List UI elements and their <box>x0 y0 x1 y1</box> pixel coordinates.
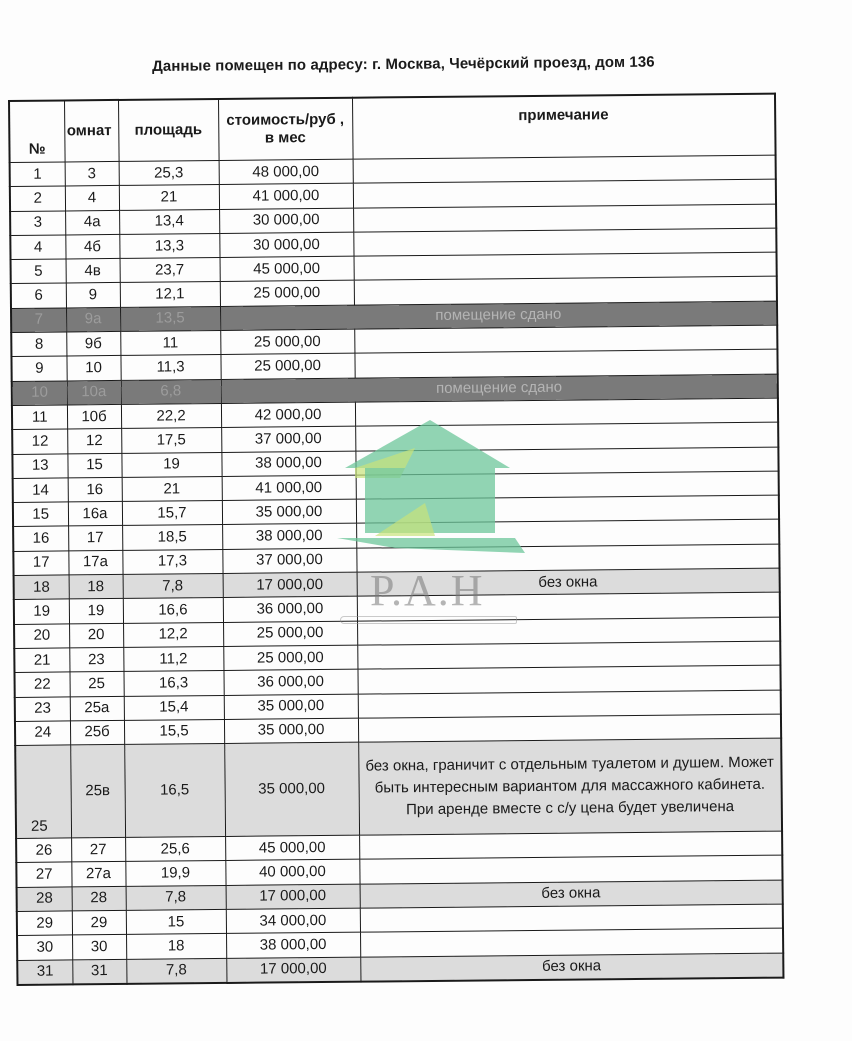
room-area: 11 <box>120 331 220 356</box>
room-area: 23,7 <box>120 258 220 283</box>
row-number: 30 <box>17 935 72 960</box>
room-price: 40 000,00 <box>225 860 359 886</box>
room-number: 25 <box>69 672 123 697</box>
room-number: 9б <box>66 332 120 357</box>
room-price: 25 000,00 <box>220 354 354 380</box>
row-number: 20 <box>14 624 69 649</box>
row-number: 9 <box>11 356 66 381</box>
rooms-table-container <box>8 93 782 986</box>
room-area: 11,2 <box>123 646 223 671</box>
row-number: 12 <box>12 429 67 454</box>
header-note: примечание <box>352 94 776 160</box>
room-area: 25,6 <box>125 837 225 862</box>
header-num: № <box>9 100 65 162</box>
room-number: 4в <box>66 259 120 284</box>
room-number: 10б <box>67 404 121 429</box>
room-price: 41 000,00 <box>222 475 356 501</box>
room-price: 35 000,00 <box>224 742 359 836</box>
row-number: 10 <box>12 381 67 406</box>
room-area: 18 <box>126 934 226 959</box>
room-price: 36 000,00 <box>223 597 357 623</box>
room-number: 17а <box>68 550 122 575</box>
row-number: 19 <box>14 599 69 624</box>
room-number: 10 <box>66 356 120 381</box>
room-price: 45 000,00 <box>225 835 359 861</box>
room-price: 36 000,00 <box>223 669 357 695</box>
room-price: 38 000,00 <box>222 524 356 550</box>
room-area: 11,3 <box>120 355 220 380</box>
row-number: 24 <box>15 721 70 746</box>
row-number: 4 <box>10 235 65 260</box>
header-area: площадь <box>118 99 219 161</box>
header-room: омнат <box>64 100 119 162</box>
table-row <box>15 738 782 838</box>
room-number: 17 <box>68 526 122 551</box>
room-area: 22,2 <box>121 403 221 428</box>
room-price: 48 000,00 <box>219 159 353 185</box>
room-number: 16 <box>68 477 122 502</box>
room-price: 37 000,00 <box>221 426 355 452</box>
room-price: 30 000,00 <box>219 208 353 234</box>
room-number: 9 <box>66 283 120 308</box>
room-number: 3 <box>65 161 119 186</box>
room-area: 15,4 <box>124 695 224 720</box>
room-price: 25 000,00 <box>220 329 354 355</box>
room-area: 13,3 <box>119 233 219 258</box>
room-area: 13,5 <box>120 306 220 331</box>
room-price: 30 000,00 <box>219 232 353 258</box>
row-number: 6 <box>11 283 66 308</box>
room-price: 45 000,00 <box>220 256 354 282</box>
room-number: 4 <box>65 186 119 211</box>
room-price: 25 000,00 <box>220 281 354 307</box>
room-area: 19,9 <box>125 861 225 886</box>
row-number: 13 <box>12 454 67 479</box>
row-number: 11 <box>12 405 67 430</box>
room-number: 15 <box>67 453 121 478</box>
room-number: 25б <box>70 720 124 745</box>
row-number: 25 <box>15 745 71 839</box>
room-number: 20 <box>69 623 123 648</box>
room-number: 27 <box>71 838 125 863</box>
room-area: 6,8 <box>121 379 221 404</box>
row-number: 16 <box>13 526 68 551</box>
room-area: 21 <box>119 185 219 210</box>
row-number: 8 <box>11 332 66 357</box>
row-number: 18 <box>14 575 69 600</box>
row-number: 23 <box>15 696 70 721</box>
row-number: 15 <box>13 502 68 527</box>
watermark-text: Р.А.Н <box>370 566 485 615</box>
room-price: 17 000,00 <box>223 572 357 598</box>
row-number: 14 <box>13 478 68 503</box>
row-number: 29 <box>17 911 72 936</box>
room-area: 21 <box>122 476 222 501</box>
room-price: 35 000,00 <box>224 694 358 720</box>
table-header-row <box>9 94 776 163</box>
room-price: 34 000,00 <box>226 908 360 934</box>
room-number: 30 <box>72 935 126 960</box>
room-price: 17 000,00 <box>226 884 360 910</box>
room-number: 23 <box>69 647 123 672</box>
room-area: 13,4 <box>119 209 219 234</box>
room-area: 17,5 <box>121 428 221 453</box>
room-area: 15,5 <box>124 719 224 744</box>
room-number: 19 <box>69 599 123 624</box>
room-area: 12,1 <box>120 282 220 307</box>
room-area: 17,3 <box>122 549 222 574</box>
room-number: 10а <box>67 380 121 405</box>
row-number: 1 <box>10 162 65 187</box>
room-price: 38 000,00 <box>221 451 355 477</box>
table-body <box>10 155 784 985</box>
row-number: 5 <box>11 259 66 284</box>
row-number: 26 <box>16 838 71 863</box>
row-number: 31 <box>17 960 72 985</box>
room-number: 16а <box>68 502 122 527</box>
room-number: 29 <box>72 910 126 935</box>
row-number: 21 <box>14 648 69 673</box>
document-title: Данные помещен по адресу: г. Москва, Чечёрский проезд, дом 136 <box>152 53 655 75</box>
room-number: 12 <box>67 429 121 454</box>
room-area: 7,8 <box>123 574 223 599</box>
room-area: 15 <box>126 909 226 934</box>
room-area: 16,6 <box>123 598 223 623</box>
room-price: 25 000,00 <box>223 645 357 671</box>
room-number: 18 <box>69 574 123 599</box>
room-price: 17 000,00 <box>226 957 360 983</box>
room-area: 16,5 <box>124 744 225 838</box>
row-number: 27 <box>16 862 71 887</box>
room-note: помещение сдано <box>220 301 777 331</box>
room-number: 4б <box>65 234 119 259</box>
room-note: без окна <box>360 880 783 908</box>
room-number: 25а <box>70 696 124 721</box>
row-number: 2 <box>10 186 65 211</box>
row-number: 3 <box>10 211 65 236</box>
room-area: 16,3 <box>123 671 223 696</box>
room-area: 18,5 <box>122 525 222 550</box>
room-number: 25в <box>70 745 125 839</box>
room-note: без окна, граничит с отдельным туалетом и душем. Может быть интересным вариантом для массажного кабинета. При аренде вместе с с/у цена будет увеличена <box>358 738 782 835</box>
room-number: 4а <box>65 210 119 235</box>
room-area: 19 <box>121 452 221 477</box>
room-price: 35 000,00 <box>224 718 358 744</box>
room-price: 41 000,00 <box>219 183 353 209</box>
room-number: 27а <box>71 862 125 887</box>
room-price: 38 000,00 <box>226 932 360 958</box>
room-area: 15,7 <box>122 501 222 526</box>
room-number: 9а <box>66 307 120 332</box>
room-area: 7,8 <box>126 885 226 910</box>
room-area: 7,8 <box>126 958 226 984</box>
row-number: 17 <box>13 551 68 576</box>
room-price: 35 000,00 <box>222 499 356 525</box>
rooms-table <box>8 93 784 986</box>
room-price: 37 000,00 <box>222 548 356 574</box>
room-price: 25 000,00 <box>223 621 357 647</box>
room-area: 12,2 <box>123 622 223 647</box>
room-note: без окна <box>357 568 780 596</box>
row-number: 7 <box>11 308 66 333</box>
row-number: 22 <box>14 672 69 697</box>
room-number: 31 <box>72 959 126 984</box>
row-number: 28 <box>17 887 72 912</box>
room-price: 42 000,00 <box>221 402 355 428</box>
room-area: 25,3 <box>119 160 219 185</box>
room-note: без окна <box>360 953 783 982</box>
room-note: помещение сдано <box>221 374 778 404</box>
room-number: 28 <box>72 886 126 911</box>
header-price: стоимость/руб , в мес <box>218 98 353 161</box>
